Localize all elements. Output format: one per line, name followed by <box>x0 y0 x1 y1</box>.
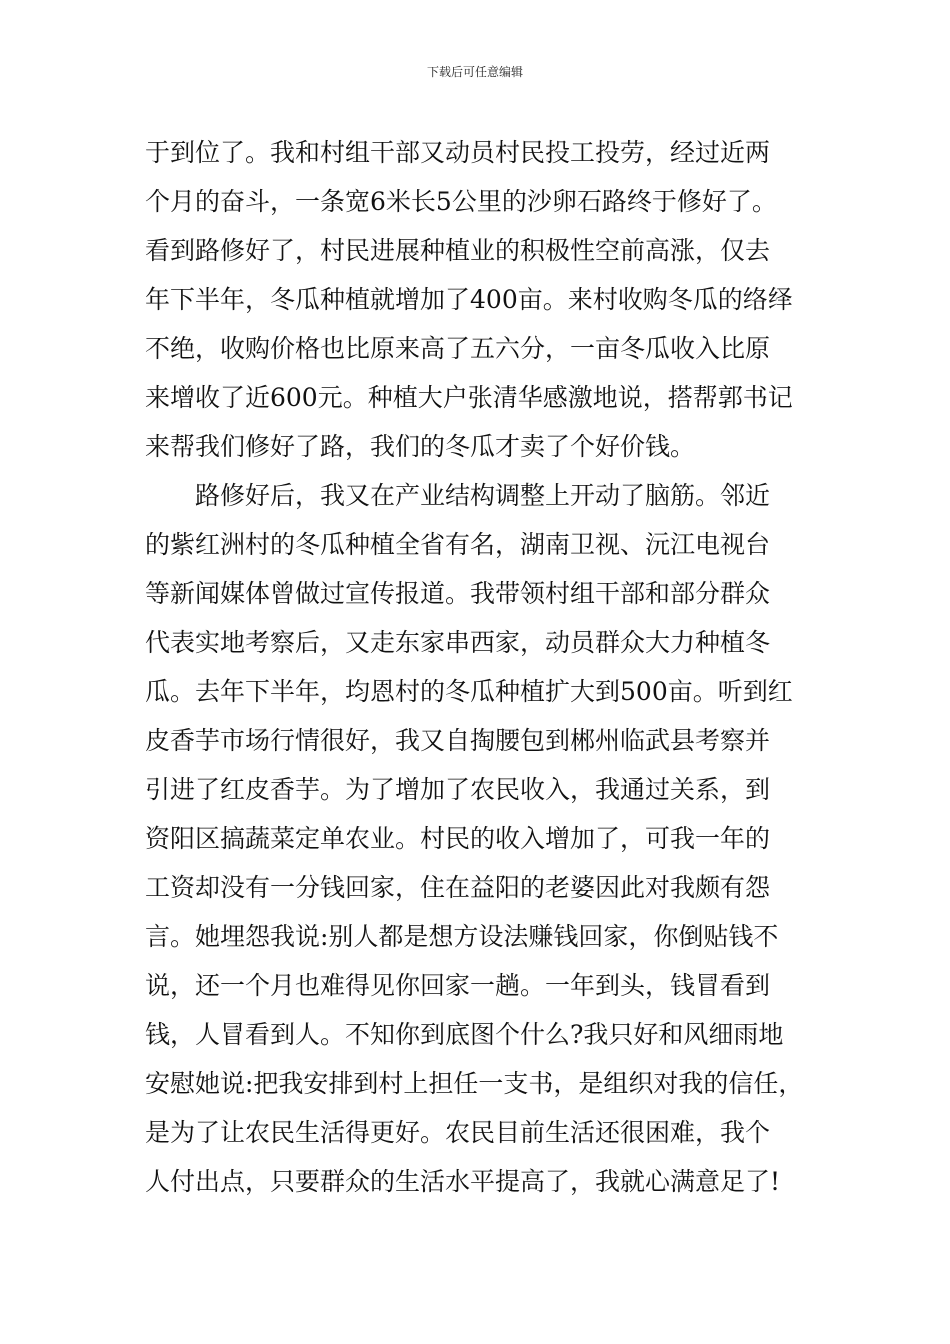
text-line: 来帮我们修好了路，我们的冬瓜才卖了个好价钱。 <box>145 432 696 461</box>
text-line: 不绝，收购价格也比原来高了五六分，一亩冬瓜收入比原 <box>145 334 771 363</box>
text-line: 安慰她说:把我安排到村上担任一支书，是组织对我的信任， <box>145 1069 804 1098</box>
page-header: 下载后可任意编辑 <box>426 65 523 79</box>
text-line: 资阳区搞蔬菜定单农业。村民的收入增加了，可我一年的 <box>145 824 771 853</box>
text-line: 的紫红洲村的冬瓜种植全省有名，湖南卫视、沅江电视台 <box>145 530 771 559</box>
text-line: 说，还一个月也难得见你回家一趟。一年到头，钱冒看到 <box>145 971 771 1000</box>
paragraph-start-line: 路修好后，我又在产业结构调整上开动了脑筋。邻近 <box>145 481 771 510</box>
text-line: 言。她埋怨我说:别人都是想方设法赚钱回家，你倒贴钱不 <box>145 922 779 951</box>
text-line: 引进了红皮香芋。为了增加了农民收入，我通过关系，到 <box>145 775 771 804</box>
text-line: 人付出点，只要群众的生活水平提高了，我就心满意足了! <box>145 1167 781 1196</box>
text-line: 工资却没有一分钱回家，住在益阳的老婆因此对我颇有怨 <box>145 873 771 902</box>
text-line: 个月的奋斗，一条宽6米长5公里的沙卵石路终于修好了。 <box>145 187 777 216</box>
text-line: 是为了让农民生活得更好。农民目前生活还很困难，我个 <box>145 1118 771 1147</box>
text-line: 钱，人冒看到人。不知你到底图个什么?我只好和风细雨地 <box>145 1020 784 1049</box>
text-line: 皮香芋市场行情很好，我又自掏腰包到郴州临武县考察并 <box>145 726 771 755</box>
document-body <box>145 128 810 1206</box>
text-line: 瓜。去年下半年，均恩村的冬瓜种植扩大到500亩。听到红 <box>145 677 793 706</box>
text-line: 等新闻媒体曾做过宣传报道。我带领村组干部和部分群众 <box>145 579 771 608</box>
text-line: 代表实地考察后，又走东家串西家，动员群众大力种植冬 <box>145 628 771 657</box>
text-line: 来增收了近600元。种植大户张清华感激地说，搭帮郭书记 <box>145 383 793 412</box>
text-line: 于到位了。我和村组干部又动员村民投工投劳，经过近两 <box>145 138 771 167</box>
text-line: 看到路修好了，村民进展种植业的积极性空前高涨，仅去 <box>145 236 771 265</box>
text-line: 年下半年，冬瓜种植就增加了400亩。来村收购冬瓜的络绎 <box>145 285 793 314</box>
